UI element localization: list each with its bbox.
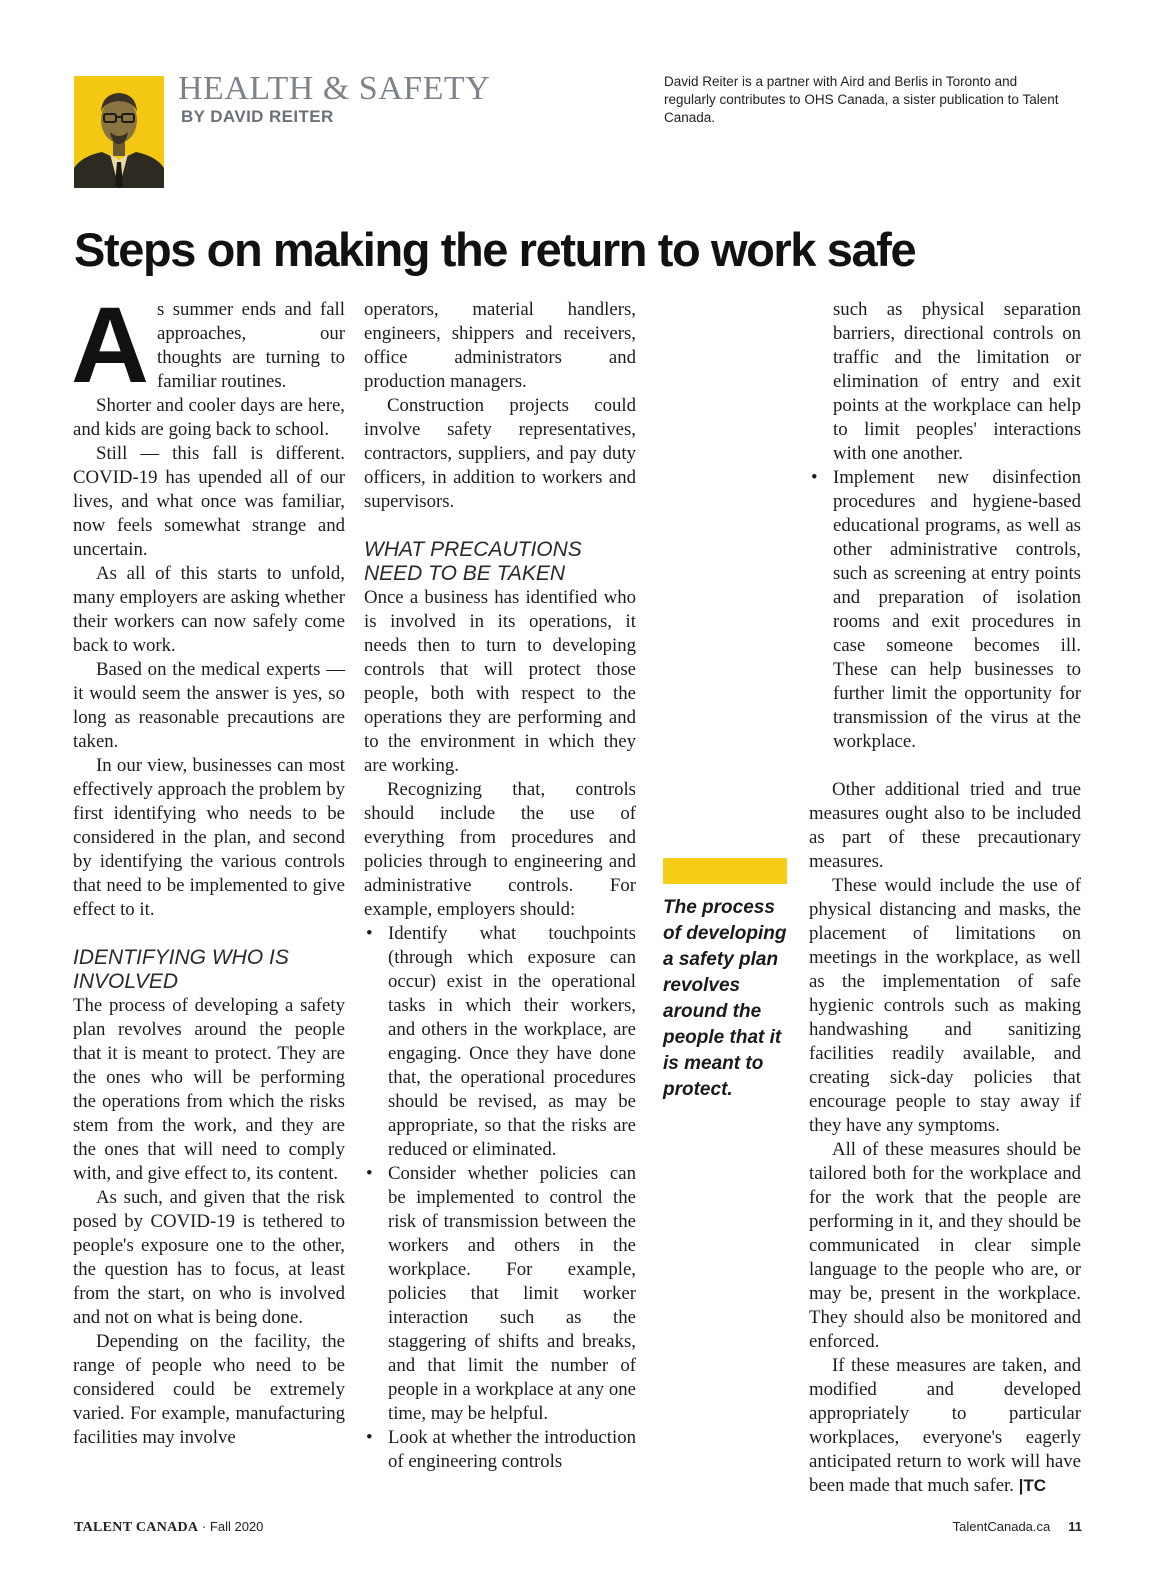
section-label: HEALTH & SAFETY — [178, 70, 491, 107]
closing-paragraph — [809, 1354, 1081, 1498]
author-portrait-graphic — [74, 76, 164, 188]
paragraph: operators, material handlers, engineers, shippers and receivers, office administrators and production managers. — [364, 299, 636, 392]
paragraph: All of these measures should be tailored both for the workplace and for the work that the people are performing in it, and they should be communicated in clear simple language to the people who are, or may be, present in the workplace. They should also be monitored and enforced. — [809, 1139, 1081, 1352]
footer-url: TalentCanada.ca — [952, 1519, 1051, 1534]
paragraph: Recognizing that, controls should include the use of everything from procedures and policies through to engineering and administrative controls. For example, employers should: — [364, 779, 636, 920]
paragraph: As such, and given that the risk posed by COVID-19 is tethered to people's exposure one to the other, the question has to focus, at least from the start, on who is involved and not on what is being done. — [73, 1187, 345, 1328]
precautions-list — [364, 922, 636, 1474]
closing-paragraph-text: If these measures are taken, and modified and developed appropriately to particular workplaces, everyone's eagerly anticipated return to work will have been made that much safer. — [809, 1355, 1081, 1496]
footer-site — [900, 1519, 1082, 1534]
article-column-1 — [71, 284, 345, 1450]
article-column-3 — [809, 298, 1081, 1498]
opening-paragraph-text: s summer ends and fall approaches, our thoughts are turning to familiar routines. — [157, 299, 345, 392]
end-mark: |TC — [1018, 1476, 1047, 1495]
subhead-precautions: WHAT PRECAUTIONS NEED TO BE TAKEN — [364, 538, 582, 585]
list-item: • Implement new disinfection procedures and hygiene-based educational programs, as well as other administrative controls, such as screening at entry points and preparation of isolation rooms and exit procedures in case someone becomes ill. These can help businesses to further limit the opportunity for transmission of the virus at the workplace. — [809, 466, 1081, 754]
list-item: • Identify what touchpoints (through which exposure can occur) exist in the operational tasks in which their workers, and others in the workplace, are engaging. Once they have done that, the operational procedures should be revised, as may be appropriate, so that the risks are reduced or eliminated. — [364, 922, 636, 1162]
page-number: 11 — [1068, 1519, 1082, 1534]
paragraph: Other additional tried and true measures ought also to be included as part of these precautionary measures. — [809, 779, 1081, 872]
precautions-list-continued — [809, 298, 1081, 754]
pullquote-accent-bar — [663, 858, 787, 884]
paragraph: In our view, businesses can most effectively approach the problem by first identifying who needs to be considered in the plan, and second by identifying the various controls that need to be implemented to give effect to it. — [73, 755, 345, 920]
paragraph: Once a business has identified who is involved in its operations, it needs then to turn to developing controls that will protect those people, both with respect to the operations they are performing and to the environment in which they are working. — [364, 587, 636, 776]
paragraph: Construction projects could involve safety representatives, contractors, suppliers, and pay duty officers, in addition to workers and supervisors. — [364, 395, 636, 512]
list-item-continued: such as physical separation barriers, directional controls on traffic and the limitation or elimination of entry and exit points at the workplace can help to limit peoples' interactions with one another. — [833, 299, 1081, 464]
pullquote: The process of developing a safety plan revolves around the people that it is meant to protect. — [663, 897, 787, 1100]
paragraph: Depending on the facility, the range of people who need to be considered could be extremely varied. For example, manufacturing facilities may involve — [73, 1331, 345, 1448]
drop-cap: A — [71, 284, 149, 405]
author-bio: David Reiter is a partner with Aird and Berlis in Toronto and regularly contributes to OHS Canada, a sister publication to Talent Canada. — [664, 74, 1059, 125]
paragraph: The process of developing a safety plan revolves around the people that it is meant to protect. They are the ones who will be performing the operations from which the risks stem from the work, and they are the ones that will need to comply with, and give effect to, its content. — [73, 995, 345, 1184]
opening-paragraph — [71, 284, 345, 405]
list-item: • Look at whether the introduction of engineering controls — [364, 1426, 636, 1474]
footer-magazine: TALENT CANADA — [74, 1520, 199, 1535]
byline: BY DAVID REITER — [181, 107, 334, 126]
footer-publication — [74, 1519, 263, 1536]
paragraph: As all of this starts to unfold, many employers are asking whether their workers can now safely come back to work. — [73, 563, 345, 656]
paragraph: Still — this fall is different. COVID-19 has upended all of our lives, and what once was familiar, now feels somewhat strange and uncertain. — [73, 443, 345, 560]
author-photo — [74, 76, 164, 188]
article-column-2 — [364, 298, 636, 1474]
article-headline: Steps on making the return to work safe — [74, 223, 916, 276]
footer-issue: · Fall 2020 — [201, 1519, 264, 1534]
paragraph: These would include the use of physical distancing and masks, the placement of limitations on meetings in the workplace, as well as the implementation of safe hygienic controls such as making handwashing and sanitizing facilities readily available, and creating sick-day policies that encourage people to stay away if they have any symptoms. — [809, 875, 1081, 1136]
list-item: • Consider whether policies can be implemented to control the risk of transmission between the workers and others in the workplace. For example, policies that limit worker interaction such as the staggering of shifts and breaks, and that limit the number of people in a workplace at any one time, may be helpful. — [364, 1162, 636, 1426]
subhead-identifying: IDENTIFYING WHO IS INVOLVED — [73, 946, 289, 993]
paragraph: Based on the medical experts — it would seem the answer is yes, so long as reasonable precautions are taken. — [73, 659, 345, 752]
paragraph: Shorter and cooler days are here, and kids are going back to school. — [73, 395, 345, 440]
